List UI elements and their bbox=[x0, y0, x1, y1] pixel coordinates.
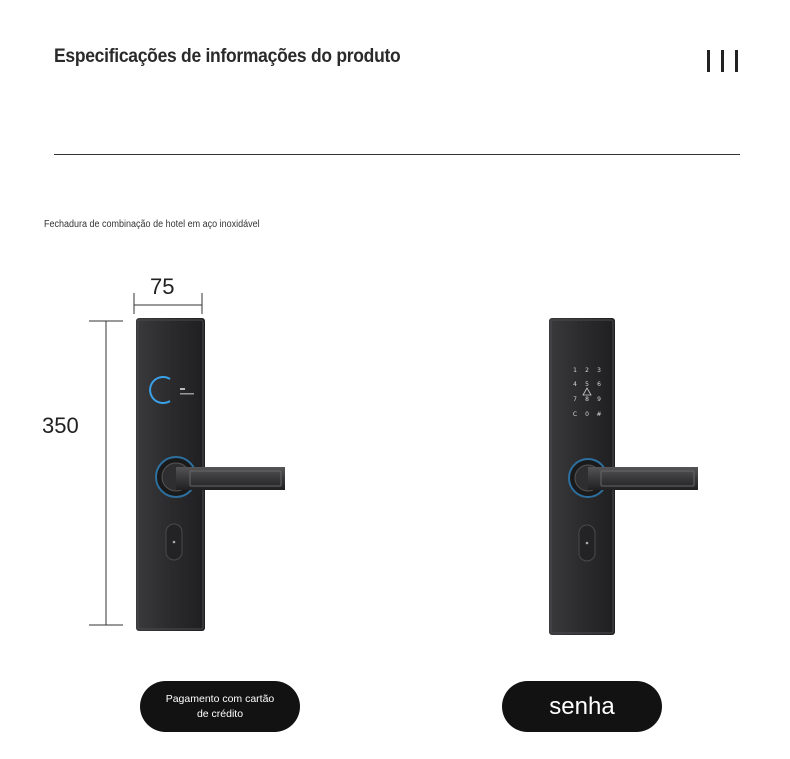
svg-text:#: # bbox=[596, 411, 602, 418]
svg-text:0: 0 bbox=[585, 411, 589, 418]
width-label: 75 bbox=[150, 274, 175, 299]
height-label: 350 bbox=[42, 413, 79, 438]
password-button[interactable] bbox=[502, 681, 662, 732]
lock-handle bbox=[176, 467, 285, 490]
keypad-lock bbox=[549, 318, 698, 635]
card-payment-label: Pagamento com cartão de crédito bbox=[165, 692, 275, 720]
svg-text:4: 4 bbox=[573, 381, 577, 388]
svg-text:8: 8 bbox=[585, 396, 589, 403]
product-subtitle: Fechadura de combinação de hotel em aço inoxidável bbox=[44, 219, 260, 230]
svg-text:2: 2 bbox=[585, 367, 589, 374]
height-dimension-line bbox=[89, 321, 123, 625]
svg-text:9: 9 bbox=[597, 396, 601, 403]
password-label: senha bbox=[549, 692, 615, 720]
svg-text:5: 5 bbox=[585, 381, 589, 388]
svg-text:7: 7 bbox=[573, 396, 577, 403]
svg-text:3: 3 bbox=[597, 367, 601, 374]
svg-text:C: C bbox=[572, 411, 578, 418]
svg-text:6: 6 bbox=[597, 381, 601, 388]
page-title: Especificações de informações do produto bbox=[54, 46, 401, 67]
lock-handle bbox=[588, 467, 698, 490]
card-payment-button[interactable] bbox=[140, 681, 300, 732]
svg-text:1: 1 bbox=[573, 367, 577, 374]
card-lock bbox=[136, 318, 285, 631]
